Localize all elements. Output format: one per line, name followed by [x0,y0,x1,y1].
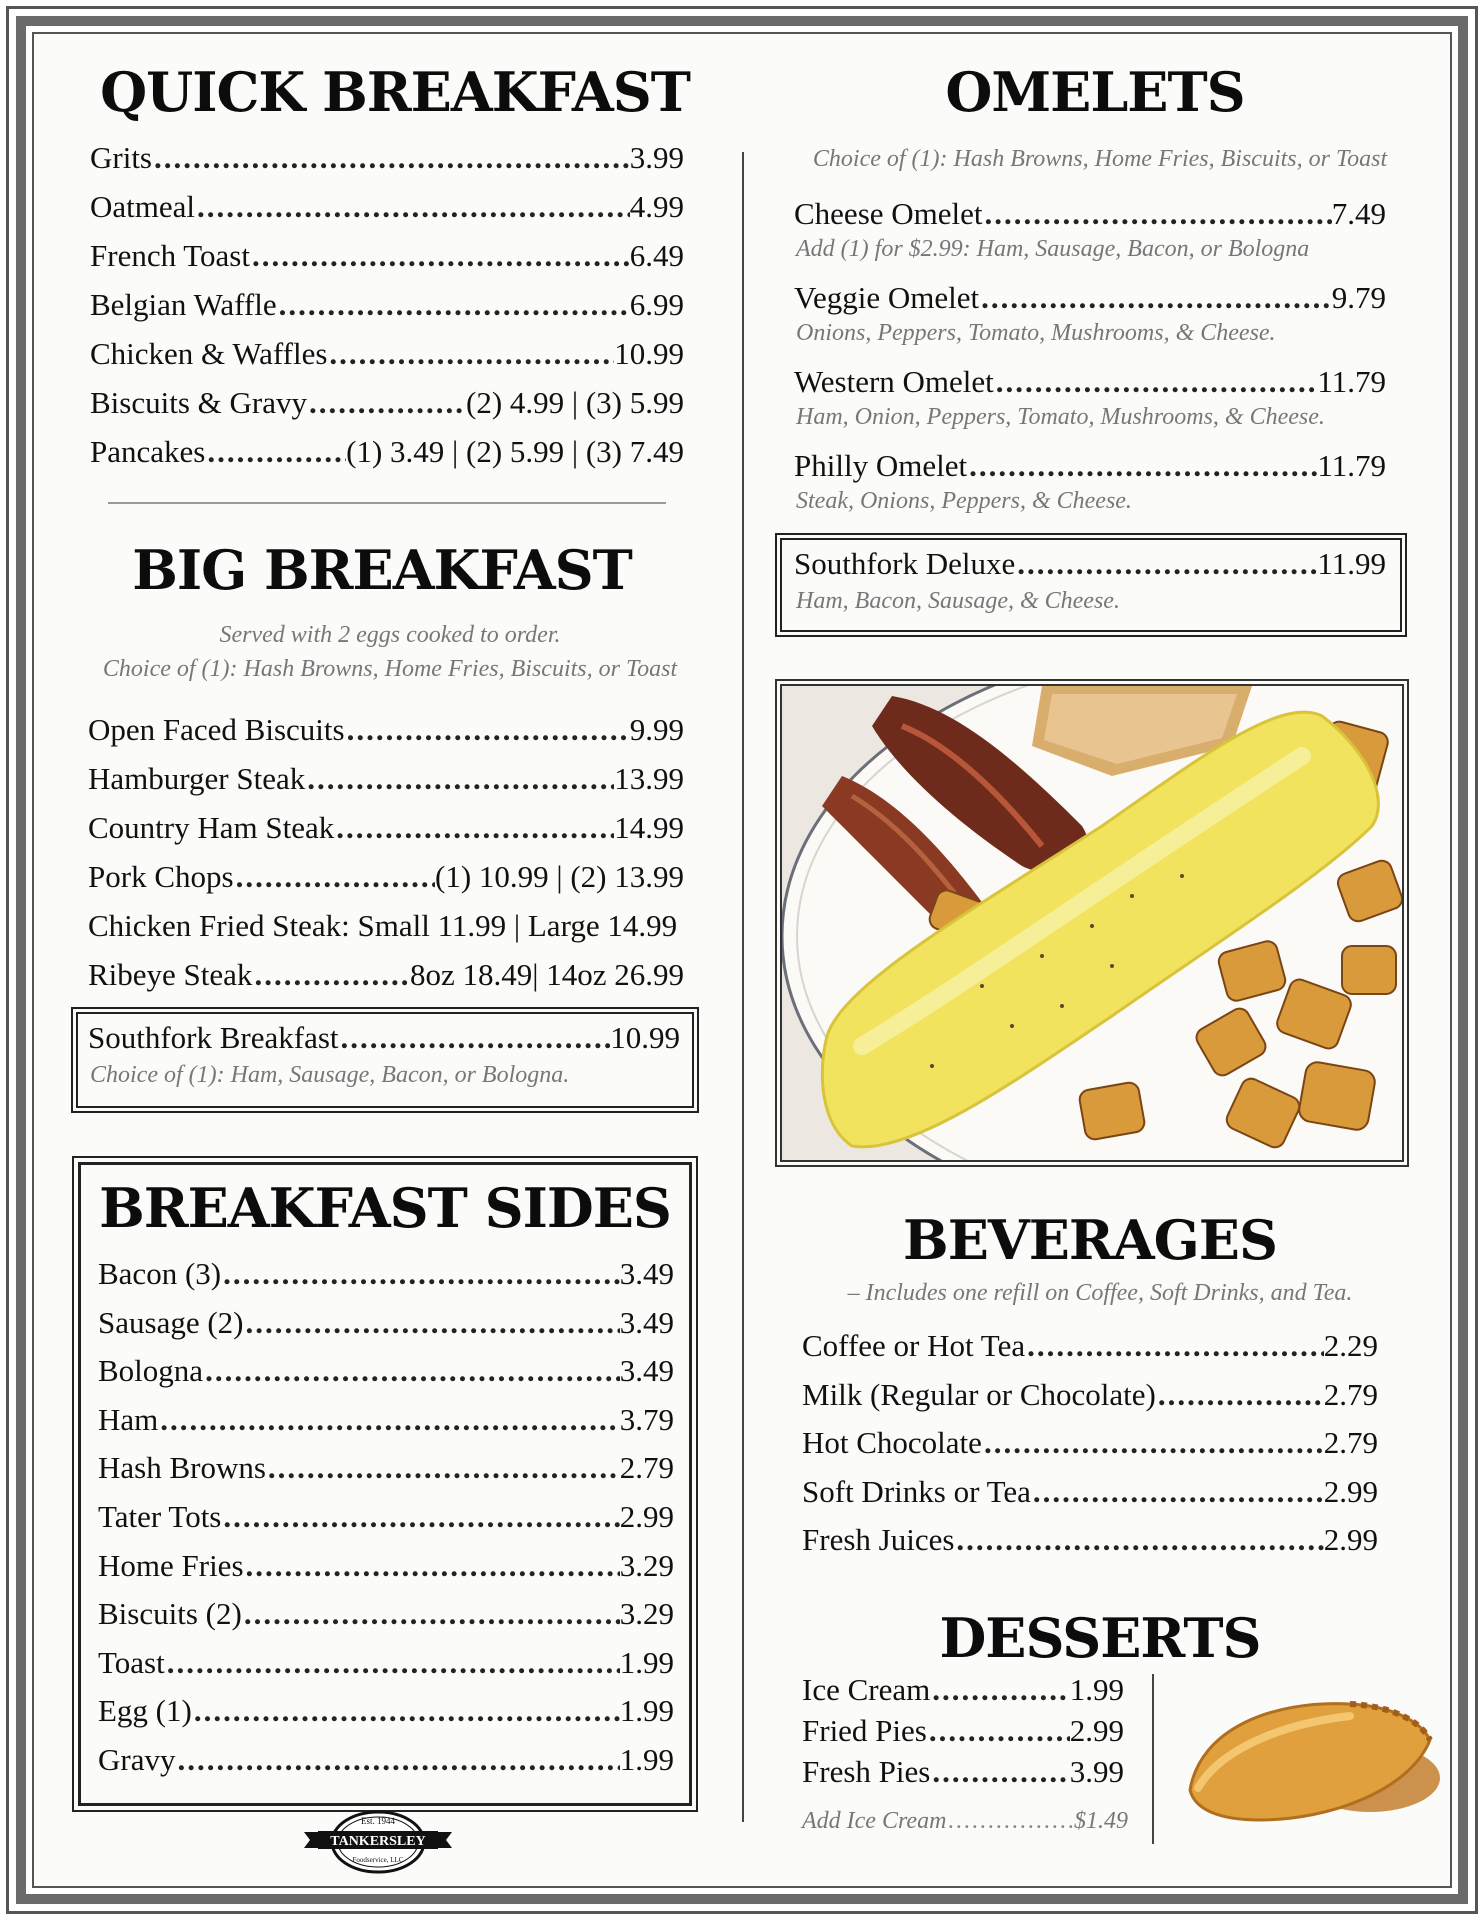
item-price: $1.49 [1074,1808,1128,1834]
item-price: 6.49 [629,238,684,273]
southfork-breakfast-desc: Choice of (1): Ham, Sausage, Bacon, or Bologna. [90,1062,570,1088]
menu-item-ham [98,1402,674,1438]
item-price: (1) 3.49 | (2) 5.99 | (3) 7.49 [346,434,684,469]
item-price: 1.99 [619,1742,674,1777]
leader-dots [165,1645,620,1681]
menu-item-desc: Steak, Onions, Peppers, & Cheese. [796,488,1132,514]
item-name: Pork Chops [88,859,234,894]
leader-dots [930,1672,1070,1708]
leader-dots [1156,1377,1324,1413]
item-name: Egg (1) [98,1693,192,1729]
leader-dots [192,1693,620,1729]
leader-dots [927,1713,1070,1749]
item-price: 3.49 [619,1353,674,1389]
leader-dots [158,1402,619,1438]
menu-item-desc: Add (1) for $2.99: Ham, Sausage, Bacon, or Bologna [796,236,1310,262]
leader-dots [175,1742,619,1778]
item-price: 14.99 [614,810,684,845]
leader-dots [1025,1328,1324,1364]
item-price: 3.79 [619,1401,674,1437]
menu-item-toast [98,1645,674,1681]
menu-item-pork-chops [88,859,684,895]
item-name: Gravy [98,1742,176,1777]
menu-item-southfork-deluxe [794,546,1386,582]
item-price: 4.99 [629,189,684,224]
item-name: Chicken Fried Steak: Small 11.99 | Large 14.99 [88,908,678,943]
item-name: Fresh Juices [802,1522,955,1557]
item-price: 10.99 [614,336,684,371]
item-price: 7.49 [1331,196,1386,231]
quick-breakfast-heading: QUICK BREAKFAST [100,60,690,124]
leader-dots [266,1450,620,1486]
item-name: Bacon (3) [98,1256,222,1291]
item-price: 2.99 [1323,1473,1378,1509]
item-name: Ham [98,1401,159,1437]
item-name: Western Omelet [794,364,994,399]
leader-dots [152,140,630,176]
menu-item-philly-omelet [794,448,1386,484]
item-price: 2.29 [1323,1328,1378,1363]
item-price: 11.79 [1317,364,1386,399]
logo-name: TANKERSLEY [330,1834,426,1849]
leader-dots [252,957,410,993]
leader-dots [1031,1474,1324,1510]
item-price: 2.99 [1069,1713,1124,1748]
menu-item-desc: Ham, Onion, Peppers, Tomato, Mushrooms, & Cheese. [796,404,1325,430]
menu-item-french-toast [90,238,684,274]
item-name: Coffee or Hot Tea [802,1328,1026,1363]
leader-dots [307,385,466,421]
column-divider [742,152,744,1822]
item-name: Pancakes [90,434,206,469]
item-price: 1.99 [619,1693,674,1729]
tankersley-logo [298,1806,458,1876]
menu-item-grits [90,140,684,176]
menu-item-country-ham-steak [88,810,684,846]
item-name: Ribeye Steak [88,957,253,992]
leader-dots [983,196,1332,232]
item-name: Bologna [98,1353,204,1389]
item-name: Ice Cream [802,1672,931,1707]
menu-item-bacon-3 [98,1256,674,1292]
item-name: Sausage (2) [98,1304,244,1340]
menu-item-egg-1 [98,1693,674,1729]
menu-item-sausage-2 [98,1305,674,1341]
item-name: Chicken & Waffles [90,336,328,371]
big-breakfast-heading: BIG BREAKFAST [132,538,632,602]
leader-dots [250,238,630,274]
item-price: 3.99 [629,140,684,175]
leader-dots [243,1305,619,1341]
breakfast-sides-heading: BREAKFAST SIDES [99,1176,671,1240]
item-name: Southfork Breakfast [88,1020,339,1055]
omelets-heading: OMELETS [945,60,1245,124]
item-name: Soft Drinks or Tea [802,1473,1031,1509]
leader-dots [242,1596,620,1632]
item-price: 3.99 [1069,1754,1124,1789]
menu-item-hot-chocolate [802,1425,1378,1461]
item-name: Fresh Pies [802,1754,931,1789]
leader-dots [334,810,614,846]
logo-tagline: Foodservice, LLC [352,1856,404,1864]
item-name: Hamburger Steak [88,761,306,796]
dessert-divider [1152,1674,1154,1844]
item-price: 2.79 [1323,1376,1378,1412]
item-name: Home Fries [98,1547,244,1583]
menu-item-soft-drinks-or-tea [802,1474,1378,1510]
item-name: Fried Pies [802,1713,927,1748]
leader-dots [345,712,630,748]
leader-dots [205,434,346,470]
leader-dots [244,1548,620,1584]
item-name: Veggie Omelet [794,280,980,315]
item-price: 3.29 [619,1547,674,1583]
item-name: Cheese Omelet [794,196,983,231]
omelet-photo [780,684,1404,1162]
menu-item-ice-cream [802,1672,1124,1708]
menu-item-pancakes [90,434,684,470]
leader-dots [979,280,1332,316]
item-price: 2.79 [619,1450,674,1486]
item-name: Southfork Deluxe [794,546,1016,581]
menu-item-desc: Onions, Peppers, Tomato, Mushrooms, & Cheese. [796,320,1276,346]
leader-dots [982,1425,1324,1461]
leader-dots [967,448,1317,484]
menu-item-coffee-or-hot-tea [802,1328,1378,1364]
leader-dots [305,761,614,797]
item-price: 3.49 [619,1304,674,1340]
beverages-heading: BEVERAGES [903,1208,1277,1272]
southfork-deluxe-desc: Ham, Bacon, Sausage, & Cheese. [796,588,1120,614]
menu-item-oatmeal [90,189,684,225]
leader-dots [946,1808,1074,1835]
leader-dots [339,1020,611,1056]
menu-item-chicken-fried-steak-small-11-99-large-14-99 [88,908,684,944]
item-price: 8oz 18.49| 14oz 26.99 [410,957,684,992]
menu-item-southfork-breakfast [88,1020,680,1056]
leader-dots [221,1256,620,1292]
menu-item-cheese-omelet [794,196,1386,232]
menu-item-open-faced-biscuits [88,712,684,748]
menu-item-veggie-omelet [794,280,1386,316]
item-price: 1.99 [619,1644,674,1680]
menu-item-chicken-waffles [90,336,684,372]
item-name: Oatmeal [90,189,196,224]
leader-dots [221,1499,619,1535]
leader-dots [930,1754,1069,1790]
leader-dots [327,336,614,372]
item-price: 3.29 [619,1596,674,1632]
item-price: 1.99 [1069,1672,1124,1707]
leader-dots [1015,546,1317,582]
item-name: Hash Browns [98,1450,266,1486]
leader-dots [203,1353,620,1389]
item-price: 9.79 [1331,280,1386,315]
dessert-addon-ice-cream [802,1808,1128,1835]
menu-item-bologna [98,1353,674,1389]
menu-item-fresh-juices [802,1522,1378,1558]
item-price: 3.49 [619,1256,674,1291]
item-name: Country Ham Steak [88,810,335,845]
menu-item-biscuits-2 [98,1596,674,1632]
logo-est: Est. 1944 [360,1816,396,1826]
item-name: Add Ice Cream [802,1808,947,1834]
item-price: 10.99 [610,1020,680,1055]
item-price: (1) 10.99 | (2) 13.99 [435,859,684,894]
menu-item-milk-regular-or-chocolate [802,1377,1378,1413]
leader-dots [277,287,630,323]
omelet-plate-illustration [782,686,1404,1162]
big-breakfast-subtitle-1: Served with 2 eggs cooked to order. [219,622,561,648]
item-name: Tater Tots [98,1499,222,1534]
desserts-heading: DESSERTS [939,1606,1261,1670]
item-price: 13.99 [614,761,684,796]
menu-item-gravy [98,1742,674,1778]
omelets-subtitle: Choice of (1): Hash Browns, Home Fries, Biscuits, or Toast [812,146,1388,172]
item-price: 2.99 [619,1499,674,1534]
item-price: 2.79 [1323,1425,1378,1460]
fried-pie-illustration [1180,1680,1450,1830]
menu-item-hamburger-steak [88,761,684,797]
item-price: 2.99 [1323,1522,1378,1557]
item-price: (2) 4.99 | (3) 5.99 [466,385,684,420]
item-name: Grits [90,140,152,175]
leader-dots [234,859,435,895]
menu-item-fresh-pies [802,1754,1124,1790]
menu-item-tater-tots [98,1499,674,1535]
menu-item-ribeye-steak [88,957,684,993]
item-name: Belgian Waffle [90,287,277,322]
item-name: Biscuits (2) [98,1596,242,1632]
item-price: 11.99 [1317,546,1386,581]
menu-item-western-omelet [794,364,1386,400]
menu-item-belgian-waffle [90,287,684,323]
leader-dots [195,189,630,225]
leader-dots [954,1522,1323,1558]
section-divider [108,502,666,504]
menu-item-hash-browns [98,1450,674,1486]
item-price: 11.79 [1317,448,1386,483]
item-name: Biscuits & Gravy [90,385,307,420]
leader-dots [994,364,1318,400]
item-name: Hot Chocolate [802,1425,982,1460]
item-price: 9.99 [629,712,684,747]
menu-item-fried-pies [802,1713,1124,1749]
item-name: Milk (Regular or Chocolate) [802,1376,1156,1412]
menu-item-biscuits-gravy [90,385,684,421]
big-breakfast-subtitle-2: Choice of (1): Hash Browns, Home Fries, Biscuits, or Toast [102,656,678,682]
item-name: Philly Omelet [794,448,968,483]
menu-item-home-fries [98,1548,674,1584]
beverages-subtitle: – Includes one refill on Coffee, Soft Drinks, and Tea. [847,1280,1353,1306]
item-name: Toast [98,1644,165,1680]
item-name: French Toast [90,238,250,273]
item-price: 6.99 [629,287,684,322]
item-name: Open Faced Biscuits [88,712,345,747]
